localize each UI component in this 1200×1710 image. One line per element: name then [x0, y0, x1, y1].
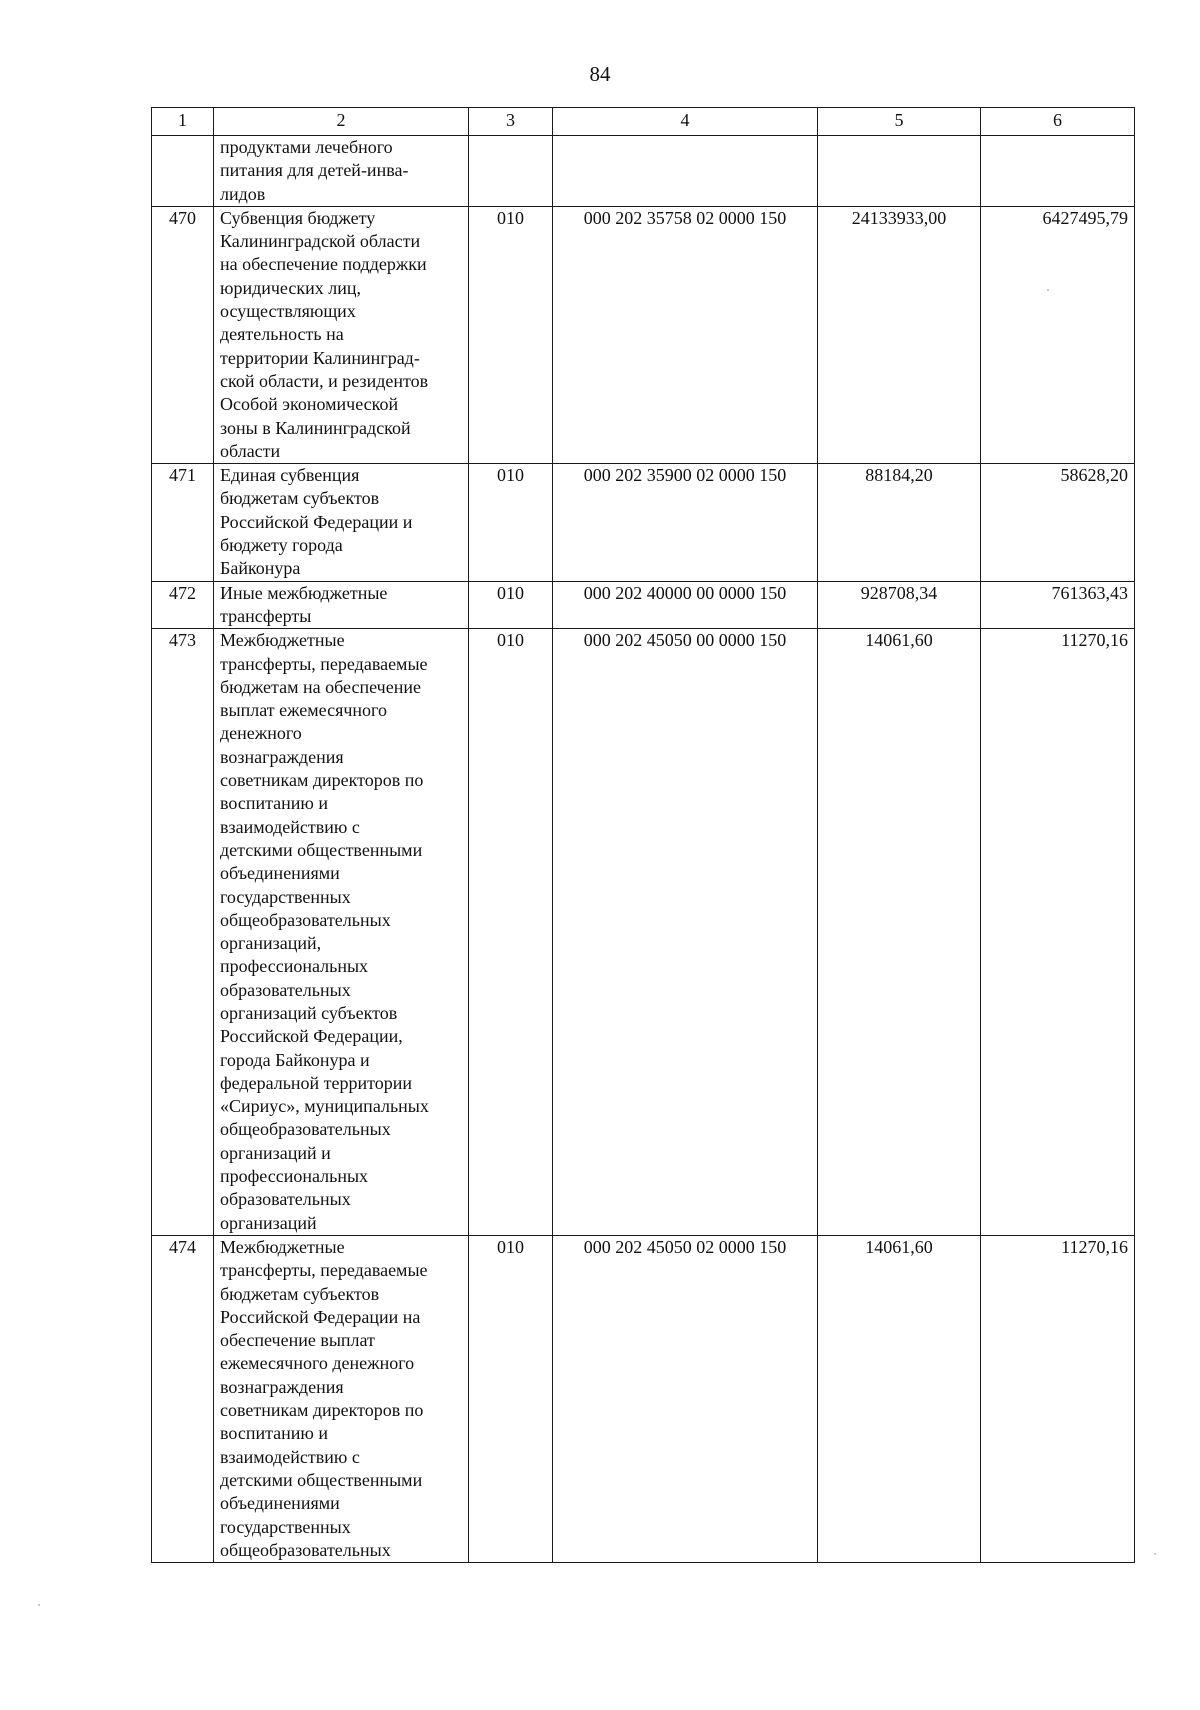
description-line: взаимодействию с [220, 1446, 360, 1467]
row-description [214, 464, 469, 581]
row-number: 470 [152, 206, 214, 463]
description-line: города Байконура и [220, 1049, 370, 1070]
table-row [152, 629, 1135, 1236]
description-line: деятельность на [220, 324, 344, 345]
row-description [214, 581, 469, 629]
row-amount-approved: 928708,34 [818, 581, 981, 629]
description-line: Российской Федерации и [220, 511, 413, 532]
row-number: 472 [152, 581, 214, 629]
column-header-2: 2 [214, 108, 469, 136]
row-number: 471 [152, 464, 214, 581]
row-code [469, 136, 553, 207]
description-line: советникам директоров по [220, 1400, 424, 1421]
scan-speck [1154, 1553, 1156, 1555]
row-code: 010 [469, 206, 553, 463]
column-header-4: 4 [553, 108, 818, 136]
row-amount-executed: 761363,43 [981, 581, 1135, 629]
description-line: Российской Федерации, [220, 1026, 403, 1047]
description-line: организаций и [220, 1142, 331, 1163]
description-line: организаций [220, 1212, 317, 1233]
description-line: лидов [220, 183, 266, 204]
description-line: территории Калининград- [220, 347, 420, 368]
row-description [214, 1235, 469, 1562]
description-line: федеральной территории [220, 1072, 413, 1093]
description-line: образовательных [220, 1189, 351, 1210]
description-line: Единая субвенция [220, 465, 360, 486]
row-budget-classification-code [553, 136, 818, 207]
description-line: воспитанию и [220, 1423, 328, 1444]
row-amount-executed [981, 136, 1135, 207]
column-header-3: 3 [469, 108, 553, 136]
description-line: Межбюджетные [220, 630, 345, 651]
description-line: взаимодействию с [220, 816, 360, 837]
description-line: организаций, [220, 933, 322, 954]
description-line: общеобразовательных [220, 1539, 391, 1560]
description-line: бюджетам субъектов [220, 488, 380, 509]
row-description [214, 206, 469, 463]
description-line: образовательных [220, 979, 351, 1000]
row-amount-approved: 14061,60 [818, 1235, 981, 1562]
row-budget-classification-code: 000 202 35758 02 0000 150 [553, 206, 818, 463]
description-line: государственных [220, 886, 351, 907]
description-line: Субвенция бюджету [220, 207, 376, 228]
column-header-1: 1 [152, 108, 214, 136]
description-line: профессиональных [220, 1166, 369, 1187]
column-header-5: 5 [818, 108, 981, 136]
scan-speck [1047, 289, 1049, 291]
table-row [152, 1235, 1135, 1562]
row-code: 010 [469, 581, 553, 629]
row-code: 010 [469, 1235, 553, 1562]
description-line: Байконура [220, 558, 301, 579]
description-line: выплат ежемесячного [220, 700, 387, 721]
row-number: 474 [152, 1235, 214, 1562]
description-line: ской области, и резидентов [220, 370, 429, 391]
description-line: бюджетам субъектов [220, 1283, 380, 1304]
description-line: общеобразовательных [220, 909, 391, 930]
row-budget-classification-code: 000 202 45050 02 0000 150 [553, 1235, 818, 1562]
budget-table [151, 107, 1135, 1563]
scan-speck [38, 1604, 40, 1606]
description-line: бюджетам на обеспечение [220, 676, 421, 697]
description-line: осуществляющих [220, 301, 356, 322]
row-amount-approved: 88184,20 [818, 464, 981, 581]
description-line: вознаграждения [220, 746, 344, 767]
row-amount-approved: 24133933,00 [818, 206, 981, 463]
description-line: вознаграждения [220, 1376, 344, 1397]
description-line: советникам директоров по [220, 770, 424, 791]
row-budget-classification-code: 000 202 35900 02 0000 150 [553, 464, 818, 581]
row-amount-approved: 14061,60 [818, 629, 981, 1236]
description-line: питания для детей-инва- [220, 160, 409, 181]
column-header-6: 6 [981, 108, 1135, 136]
description-line: воспитанию и [220, 793, 328, 814]
description-line: продуктами лечебного [220, 137, 393, 157]
description-line: профессиональных [220, 956, 369, 977]
row-description [214, 629, 469, 1236]
table-row [152, 464, 1135, 581]
description-line: денежного [220, 723, 302, 744]
description-line: ежемесячного денежного [220, 1353, 415, 1374]
description-line: Калининградской области [220, 231, 421, 252]
description-line: Иные межбюджетные [220, 582, 388, 603]
description-line: на обеспечение поддержки [220, 254, 427, 275]
description-line: государственных [220, 1516, 351, 1537]
table-row [152, 136, 1135, 207]
description-line: объединениями [220, 1493, 340, 1514]
description-line: общеобразовательных [220, 1119, 391, 1140]
description-line: обеспечение выплат [220, 1330, 375, 1351]
row-code: 010 [469, 464, 553, 581]
description-line: Российской Федерации на [220, 1306, 421, 1327]
description-line: Межбюджетные [220, 1236, 345, 1257]
description-line: зоны в Калининградской [220, 417, 411, 438]
table-row [152, 581, 1135, 629]
description-line: «Сириус», муниципальных [220, 1096, 429, 1117]
row-budget-classification-code: 000 202 40000 00 0000 150 [553, 581, 818, 629]
description-line: детскими общественными [220, 1469, 423, 1490]
description-line: организаций субъектов [220, 1002, 398, 1023]
row-description [214, 136, 469, 207]
description-line: объединениями [220, 863, 340, 884]
description-line: Особой экономической [220, 394, 399, 415]
description-line: трансферты [220, 605, 312, 626]
description-line: юридических лиц, [220, 277, 361, 298]
row-number: 473 [152, 629, 214, 1236]
row-amount-executed: 11270,16 [981, 1235, 1135, 1562]
row-code: 010 [469, 629, 553, 1236]
page-number: 84 [589, 62, 611, 86]
row-amount-executed: 11270,16 [981, 629, 1135, 1236]
table-row [152, 206, 1135, 463]
header-row [152, 108, 1135, 136]
row-amount-executed: 58628,20 [981, 464, 1135, 581]
description-line: трансферты, передаваемые [220, 653, 428, 674]
row-number [152, 136, 214, 207]
table-body [152, 136, 1135, 1563]
row-amount-approved [818, 136, 981, 207]
description-line: детскими общественными [220, 839, 423, 860]
row-amount-executed: 6427495,79 [981, 206, 1135, 463]
description-line: бюджету города [220, 535, 343, 556]
description-line: области [220, 440, 281, 461]
description-line: трансферты, передаваемые [220, 1260, 428, 1281]
row-budget-classification-code: 000 202 45050 00 0000 150 [553, 629, 818, 1236]
